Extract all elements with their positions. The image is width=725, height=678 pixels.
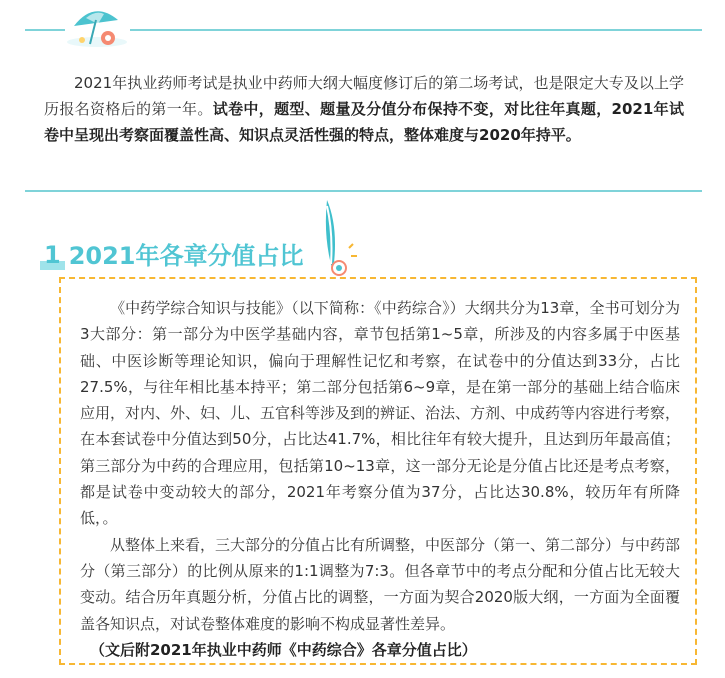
footnote-text: （文后附2021年执业中药师《中药综合》各章分值占比） bbox=[90, 640, 477, 659]
content-paragraph-1 bbox=[80, 295, 680, 532]
surfboard-icon bbox=[305, 198, 365, 278]
paragraph-1-text: 《中药学综合知识与技能》（以下简称：《中药综合》）大纲共分为13章，全书可划分为3大部分：第一部分为中医学基础内容，章节包括第1~5章，所涉及的内容多属于中医基础、中医诊断等理论知识，偏向于理解性记忆和考察，在试卷中的分值达到33分，占比27.5%，与往年相比基本持平；第二部分包括第6~9章，是在第一部分的基础上结合临床应用，对内、外、妇、儿、五官科等涉及到的辨证、治法、方剂、中成药等内容进行考察，在本套试卷中分值达到50分，占比达41.7%，相比往年有较大提升，且达到历年最高值；第三部分为中药的合理应用，包括第10~13章，这一部分无论是分值占比还是考点考察，都是试卷中变动较大的部分，2021年考察分值为37分，占比达30.8%，较历年有所降低，。 bbox=[80, 299, 681, 528]
intro-bold-text: 试卷中，题型、题量及分值分布保持不变，对比往年真题，2021年试卷中呈现出考察面覆盖性高、知识点灵活性强的特点，整体难度与2020年持平。 bbox=[44, 100, 684, 144]
paragraph-2-text: 从整体上来看，三大部分的分值占比有所调整，中医部分（第一、第二部分）与中药部分（第三部分）的比例从原来的1:1调整为7:3。但各章节中的考点分配和分值占比无较大变动。结合历年真题分析，分值占比的调整，一方面为契合2020版大纲，一方面为全面覆盖各知识点，对试卷整体难度的影响不构成显著性差异。 bbox=[80, 535, 681, 633]
content-paragraph-2 bbox=[80, 532, 680, 637]
content-body bbox=[80, 295, 680, 663]
footnote bbox=[80, 637, 680, 663]
section-heading bbox=[44, 238, 304, 274]
beach-umbrella-icon bbox=[64, 4, 130, 48]
section-divider bbox=[25, 190, 702, 192]
top-divider-right bbox=[130, 29, 702, 31]
intro-text: 2021年执业药师考试是执业中药师大纲大幅度修订后的第二场考试，也是限定大专及以上学历报名资格后的第一年。 bbox=[44, 74, 684, 118]
section-number: 1 bbox=[44, 238, 61, 274]
section-title: 2021年各章分值占比 bbox=[68, 242, 304, 270]
intro-paragraph bbox=[44, 70, 684, 148]
top-divider-left bbox=[25, 29, 65, 31]
